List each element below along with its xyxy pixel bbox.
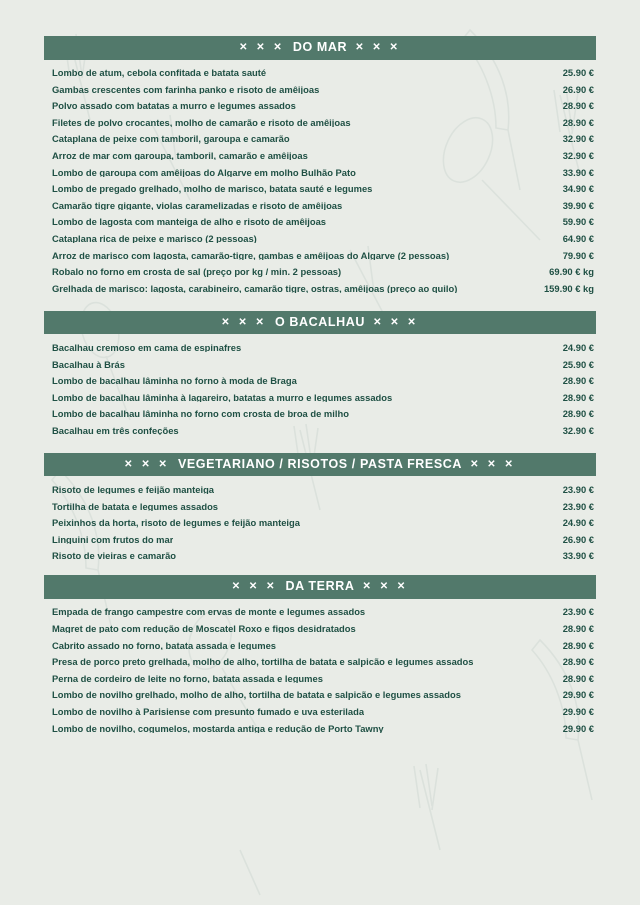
- item-name: Perna de cordeiro de leite no forno, batata assada e legumes: [52, 673, 323, 684]
- item-price: 32.90 €: [562, 424, 594, 436]
- item-price: 64.90 €: [562, 233, 594, 245]
- menu-item: [52, 422, 594, 439]
- item-name: Lombo de bacalhau lâminha no forno à moda de Braga: [52, 376, 297, 386]
- item-name: Tortilha de batata e legumes assados: [52, 501, 219, 511]
- item-name: Risoto de vieiras e camarão: [52, 551, 177, 561]
- menu-items-vegetariano: [44, 481, 596, 564]
- menu-item: [52, 214, 594, 231]
- menu-item: [52, 230, 594, 247]
- item-price: 28.90 €: [562, 639, 594, 651]
- item-name: Gambas crescentes com farinha panko e risoto de amêijoas: [52, 84, 320, 95]
- item-price: 34.90 €: [562, 183, 594, 195]
- item-price: 26.90 €: [562, 533, 594, 545]
- item-name: Bacalhau em três confeções: [52, 425, 179, 436]
- menu-item: [52, 147, 594, 164]
- item-name: Magret de pato com redução de Moscatel Roxo e figos desidratados: [52, 624, 356, 634]
- menu-item: [52, 280, 594, 297]
- item-price: 24.90 €: [562, 341, 594, 353]
- item-price: 28.90 €: [562, 623, 594, 635]
- item-price: 159.90 € kg: [543, 282, 594, 294]
- item-price: 28.90 €: [562, 375, 594, 387]
- star-decor-right: ✕ ✕ ✕: [470, 458, 516, 470]
- menu-item: [52, 98, 594, 115]
- menu-item: [52, 131, 594, 148]
- menu-item: [52, 406, 594, 423]
- menu-items-da-terra: [44, 604, 596, 737]
- menu-item: [52, 654, 594, 671]
- item-name: Cataplana rica de peixe e marisco (2 pessoas): [52, 234, 257, 244]
- item-price: 28.90 €: [562, 100, 594, 112]
- menu-item: [52, 703, 594, 720]
- item-name: Lombo de garoupa com amêijoas do Algarve em molho Bulhão Pato: [52, 167, 356, 178]
- item-name: Empada de frango campestre com ervas de monte e legumes assados: [52, 607, 366, 617]
- menu-item: [52, 604, 594, 621]
- item-name: Polvo assado com batatas a murro e legumes assados: [52, 101, 296, 111]
- item-name: Lombo de atum, cebola confitada e batata sauté: [52, 68, 267, 78]
- menu-item: [52, 389, 594, 406]
- star-decor-left: ✕ ✕ ✕: [124, 458, 170, 470]
- item-price: 69.90 € kg: [549, 266, 594, 278]
- item-name: Bacalhau à Brás: [52, 359, 125, 369]
- menu-item: [52, 247, 594, 264]
- item-name: Camarão tigre gigante, violas caramelizadas e risoto de amêijoas: [52, 200, 343, 211]
- item-name: Peixinhos da horta, risoto de legumes e feijão manteiga: [52, 518, 300, 528]
- item-name: Lombo de bacalhau lâminha no forno com crosta de broa de milho: [52, 409, 349, 419]
- menu-item: [52, 498, 594, 515]
- menu-section-o-bacalhau: [44, 311, 596, 439]
- item-name: Robalo no forno em crosta de sal (preço por kg / min. 2 pessoas): [52, 267, 342, 277]
- menu-item: [52, 515, 594, 532]
- item-price: 39.90 €: [562, 199, 594, 211]
- section-title: O BACALHAU: [274, 314, 366, 329]
- item-price: 29.90 €: [562, 706, 594, 717]
- menu-item: [52, 481, 594, 498]
- star-decor-right: ✕ ✕ ✕: [362, 581, 409, 593]
- menu-item: [52, 356, 594, 373]
- item-price: 24.90 €: [562, 517, 594, 529]
- section-header-da-terra: [44, 575, 596, 599]
- menu-item: [52, 620, 594, 637]
- item-price: 28.90 €: [562, 408, 594, 420]
- item-price: 25.90 €: [562, 67, 594, 79]
- item-name: Bacalhau cremoso em cama de espinafres: [52, 342, 242, 353]
- menu-item: [52, 670, 594, 687]
- section-header-vegetariano: [44, 453, 596, 477]
- menu-item: [52, 114, 594, 131]
- section-header-o-bacalhau: [44, 311, 596, 335]
- item-price: 28.90 €: [562, 116, 594, 128]
- menu-item: [52, 637, 594, 654]
- item-price: 32.90 €: [562, 133, 594, 145]
- item-price: 25.90 €: [562, 358, 594, 370]
- item-price: 23.90 €: [562, 483, 594, 495]
- item-name: Cataplana de peixe com tamboril, garoupa e camarão: [52, 134, 290, 144]
- item-price: 28.90 €: [562, 672, 594, 684]
- section-gap: [44, 566, 596, 575]
- item-name: Lombo de novilho grelhado, molho de alho, tortilha de batata e salpicão e legumes assados: [52, 690, 461, 700]
- star-decor-right: ✕ ✕ ✕: [373, 316, 419, 328]
- section-header-do-mar: [44, 36, 596, 60]
- menu-item: [52, 687, 594, 704]
- item-price: 32.90 €: [562, 150, 594, 162]
- item-price: 33.90 €: [562, 550, 594, 562]
- item-name: Arroz de mar com garoupa, tamboril, camarão e amêijoas: [52, 151, 308, 161]
- item-price: 26.90 €: [562, 83, 594, 95]
- section-title: VEGETARIANO / RISOTOS / PASTA FRESCA: [177, 456, 463, 471]
- menu-item: [52, 181, 594, 198]
- menu-item: [52, 264, 594, 281]
- menu-items-o-bacalhau: [44, 339, 596, 439]
- menu-section-do-mar: [44, 36, 596, 297]
- item-name: Risoto de legumes e feijão manteiga: [52, 484, 215, 495]
- section-gap: [44, 441, 596, 453]
- section-gap: [44, 299, 596, 311]
- menu-item: [52, 197, 594, 214]
- menu-item: [52, 548, 594, 565]
- item-name: Presa de porco preto grelhada, molho de alho, tortilha de batata e salpicão e legumes assados: [52, 657, 474, 667]
- item-price: 79.90 €: [562, 249, 594, 261]
- star-decor-left: ✕ ✕ ✕: [221, 316, 267, 328]
- item-price: 28.90 €: [562, 391, 594, 403]
- item-name: Filetes de polvo crocantes, molho de camarão e risoto de amêijoas: [52, 117, 351, 128]
- menu-item: [52, 531, 594, 548]
- star-decor-right: ✕ ✕ ✕: [355, 42, 401, 53]
- item-price: 23.90 €: [562, 500, 594, 512]
- item-price: 33.90 €: [562, 166, 594, 178]
- item-name: Lombo de lagosta com manteiga de alho e risoto de amêijoas: [52, 217, 327, 227]
- item-price: 23.90 €: [562, 606, 594, 618]
- menu-item: [52, 81, 594, 98]
- star-decor-left: ✕ ✕ ✕: [231, 581, 278, 593]
- item-name: Arroz de marisco com lagosta, camarão-tigre, gambas e amêijoas do Algarve (2 pessoas): [52, 250, 450, 261]
- item-price: 28.90 €: [562, 656, 594, 668]
- section-title: DA TERRA: [285, 579, 355, 594]
- menu-section-vegetariano: [44, 453, 596, 564]
- item-name: Lombo de pregado grelhado, molho de marisco, batata sauté e legumes: [52, 184, 373, 194]
- menu-section-da-terra: [44, 575, 596, 736]
- section-title: DO MAR: [292, 40, 348, 54]
- item-price: 29.90 €: [562, 722, 594, 734]
- menu-item: [52, 373, 594, 390]
- menu-item: [52, 65, 594, 82]
- menu-items-do-mar: [44, 65, 596, 297]
- item-name: Grelhada de marisco: lagosta, carabineiro, camarão tigre, ostras, amêijoas (preço ao quilo): [52, 283, 458, 294]
- item-price: 59.90 €: [562, 216, 594, 228]
- item-name: Lombo de bacalhau lâminha à lagareiro, batatas a murro e legumes assados: [52, 392, 393, 403]
- item-name: Linguini com frutos do mar: [52, 534, 174, 545]
- item-price: 29.90 €: [562, 689, 594, 701]
- item-name: Lombo de novilho, cogumelos, mostarda antiga e redução de Porto Tawny: [52, 723, 384, 733]
- menu-item: [52, 720, 594, 737]
- star-decor-left: ✕ ✕ ✕: [239, 42, 285, 53]
- menu-item: [52, 339, 594, 356]
- item-name: Lombo de novilho à Parisiense com presunto fumado e uva esterilada: [52, 707, 365, 717]
- item-name: Cabrito assado no forno, batata assada e legumes: [52, 640, 277, 651]
- menu-item: [52, 164, 594, 181]
